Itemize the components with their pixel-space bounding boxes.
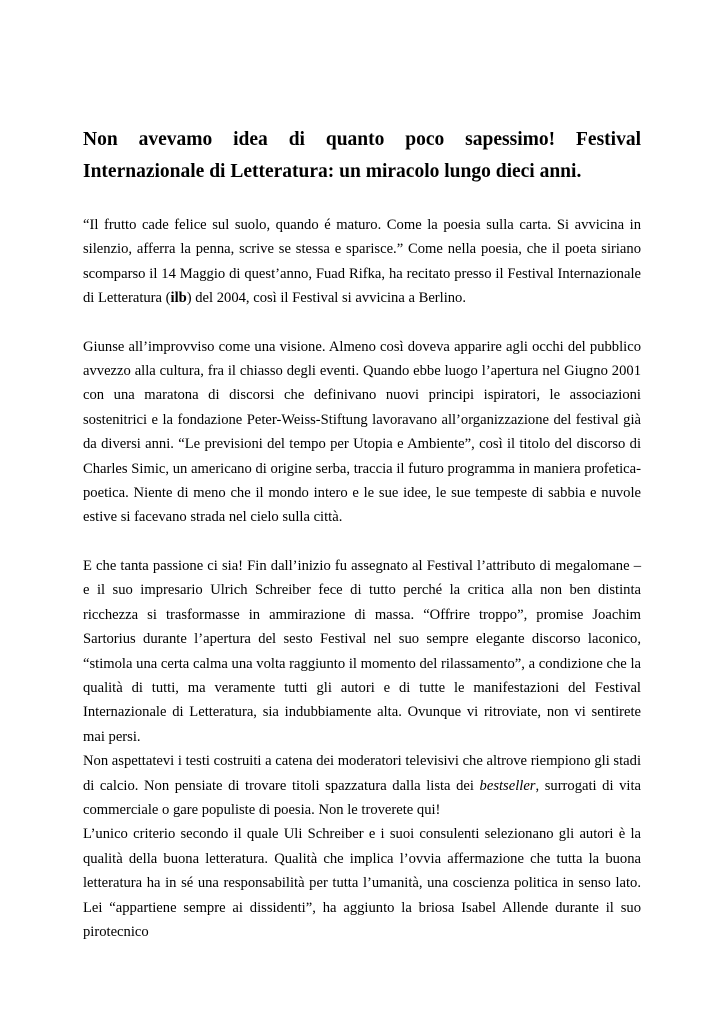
document-title: Non avevamo idea di quanto poco sapessimo! Festival Internazionale di Letteratura: un miracolo lungo dieci anni.	[83, 129, 641, 182]
paragraph-5: L’unico criterio secondo il quale Uli Schreiber e i suoi consulenti selezionano gli autori è la qualità della buona letteratura. Qualità che implica l’ovvia affermazione che tutta la buona letteratura ha in sé una responsabilità per tutta l’umanità, una coscienza politica in senso lato. Lei “appartiene sempre ai dissidenti”, ha aggiunto la briosa Isabel Allende durante il suo pirotecnico	[83, 826, 641, 940]
paragraph-4	[83, 749, 641, 822]
document-body	[83, 124, 641, 944]
paragraph-4-text-a: Non aspettatevi i testi costruiti a catena dei moderatori televisivi che altrove riempiono gli stadi di calcio. Non pensiate di trovare titoli spazzatura dalla lista dei	[83, 753, 641, 794]
paragraph-4-italic-term: bestseller	[479, 777, 536, 794]
paragraph-1-text-c: ) del 2004, così il Festival si avvicina a Berlino.	[186, 290, 467, 307]
paragraph-4-text-c: , surrogati di vita commerciale o gare populiste di poesia. Non le troverete qui!	[83, 777, 641, 818]
paragraph-1-bold-abbr: ilb	[170, 290, 187, 307]
paragraph-1-text-a: “Il frutto cade felice sul suolo, quando é maturo. Come la poesia sulla carta. Si avvicina in silenzio, afferra la penna, scrive se stessa e sparisce.” Come nella poesia, che il poeta siriano scomparso il 14 Maggio di quest’anno, Fuad Rifka, ha recitato presso il Festival Internazionale di Letteratura (	[83, 217, 641, 307]
paragraph-3: E che tanta passione ci sia! Fin dall’inizio fu assegnato al Festival l’attributo di megalomane – e il suo impresario Ulrich Schreiber fece di tutto perché la critica alla non ben distinta ricchezza si trasformasse in ammirazione di massa. “Offrire troppo”, promise Joachim Sartorius durante l’apertura del sesto Festival nel suo sempre elegante discorso laconico, “stimola una certa calma una volta raggiunto il momento del rilassamento”, a condizione che la qualità di tutti, ma veramente tutti gli autori e di tutte le manifestazioni del Festival Internazionale di Letteratura, sia indubbiamente alta. Ovunque vi ritroviate, non vi sentirete mai persi.	[83, 557, 641, 745]
paragraph-1	[83, 213, 641, 311]
paragraph-2: Giunse all’improvviso come una visione. Almeno così doveva apparire agli occhi del pubblico avvezzo alla cultura, fra il chiasso degli eventi. Quando ebbe luogo l’apertura nel Giugno 2001 con una maratona di discorsi che definivano nuovi principi ispiratori, le associazioni sostenitrici e la fondazione Peter-Weiss-Stiftung lavoravano all’organizzazione del festival già da diversi anni. “Le previsioni del tempo per Utopia e Ambiente”, così il titolo del discorso di Charles Simic, un americano di origine serba, traccia il futuro programma in maniera profetica-poetica. Niente di meno che il mondo intero e le sue idee, le sue tempeste di sabbia e nuvole estive si facevano strada nel cielo sulla città.	[83, 338, 641, 526]
